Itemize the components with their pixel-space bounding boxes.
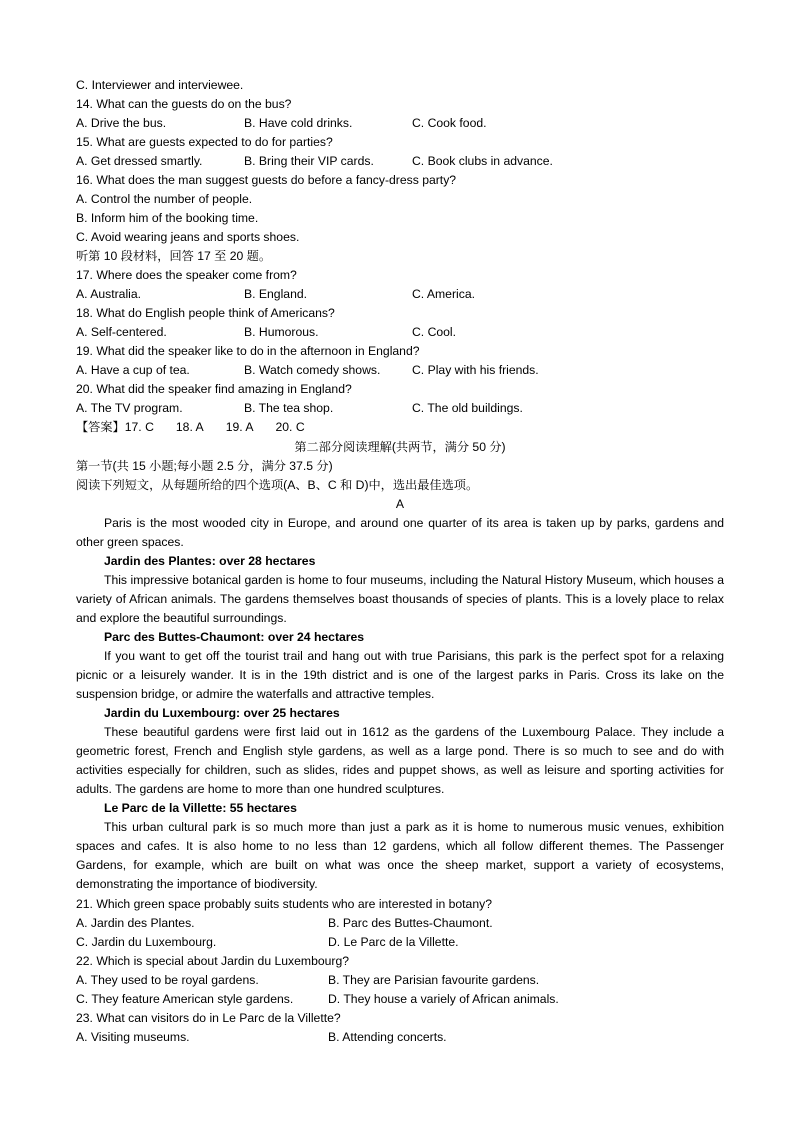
q22-option-a: A. They used to be royal gardens. <box>76 973 259 987</box>
garden-2-title: Parc des Buttes-Chaumont: over 24 hectares <box>104 630 365 644</box>
q18-options <box>76 323 724 342</box>
q16-stem: 16. What does the man suggest guests do before a fancy-dress party? <box>76 173 457 187</box>
q16-option-b: B. Inform him of the booking time. <box>76 211 259 225</box>
q17-option-c: C. America. <box>412 287 475 301</box>
garden-4-text: This urban cultural park is so much more than just a park as it is home to numerous music venues, exhibition spaces and cafes. It is also home to no less than 12 gardens, which all follow different themes. The Passenger Gardens, for example, which are built on what was once the sheep market, support a variety of ecosystems, demonstrating the importance of biodiversity. <box>76 820 724 891</box>
answer-key <box>76 418 327 437</box>
q16-option-a: A. Control the number of people. <box>76 192 253 206</box>
q15-options <box>76 152 724 171</box>
q21-option-b: B. Parc des Buttes-Chaumont. <box>328 916 493 930</box>
q15-stem: 15. What are guests expected to do for parties? <box>76 135 333 149</box>
q18-stem: 18. What do English people think of Americans? <box>76 306 335 320</box>
q23-option-a: A. Visiting museums. <box>76 1030 190 1044</box>
q21-option-a: A. Jardin des Plantes. <box>76 916 195 930</box>
answer-19: 19. A <box>225 420 254 434</box>
q23-stem: 23. What can visitors do in Le Parc de la Villette? <box>76 1011 341 1025</box>
q18-option-a: A. Self-centered. <box>76 325 167 339</box>
q21-options-row2 <box>76 933 724 952</box>
q20-options <box>76 399 724 418</box>
q20-option-a: A. The TV program. <box>76 401 183 415</box>
q22-option-c: C. They feature American style gardens. <box>76 992 294 1006</box>
q16-option-c: C. Avoid wearing jeans and sports shoes. <box>76 230 300 244</box>
garden-1-title: Jardin des Plantes: over 28 hectares <box>104 554 316 568</box>
material-10-instruction: 听第 10 段材料，回答 17 至 20 题。 <box>76 249 272 263</box>
garden-4-paragraph <box>76 818 724 894</box>
q15-option-a: A. Get dressed smartly. <box>76 154 203 168</box>
q20-stem: 20. What did the speaker find amazing in England? <box>76 382 352 396</box>
q19-option-c: C. Play with his friends. <box>412 363 539 377</box>
q18-option-b: B. Humorous. <box>244 325 319 339</box>
garden-3-paragraph <box>76 723 724 799</box>
garden-1-paragraph <box>76 571 724 628</box>
garden-2-paragraph <box>76 647 724 704</box>
q17-option-a: A. Australia. <box>76 287 142 301</box>
q17-stem: 17. Where does the speaker come from? <box>76 268 297 282</box>
passage-intro-text: Paris is the most wooded city in Europe, and around one quarter of its area is taken up by parks, gardens and other green spaces. <box>76 516 724 549</box>
garden-1-text: This impressive botanical garden is home to four museums, including the Natural History Museum, which houses a variety of African animals. The gardens themselves boast thousands of species of plants. This is a lovely place to relax and explore the beautiful surroundings. <box>76 573 724 625</box>
q14-options <box>76 114 724 133</box>
q21-options-row1 <box>76 914 724 933</box>
garden-3-title: Jardin du Luxembourg: over 25 hectares <box>104 706 340 720</box>
q22-option-b: B. They are Parisian favourite gardens. <box>328 973 540 987</box>
garden-2-text: If you want to get off the tourist trail and hang out with true Parisians, this park is the perfect spot for a relaxing picnic or a leisurely wander. It is in the 19th district and is one of the largest parks in Paris. Cross its lake on the suspension bridge, or admire the waterfalls and attractive temples. <box>76 649 724 701</box>
q21-option-c: C. Jardin du Luxembourg. <box>76 935 217 949</box>
part-two-title: 第二部分阅读理解(共两节，满分 50 分) <box>294 440 506 454</box>
q15-option-c: C. Book clubs in advance. <box>412 154 553 168</box>
q22-options-row1 <box>76 971 724 990</box>
answer-label: 【答案】 <box>76 420 125 434</box>
q17-option-b: B. England. <box>244 287 308 301</box>
passage-intro <box>76 514 724 552</box>
garden-4-title: Le Parc de la Villette: 55 hectares <box>104 801 297 815</box>
q22-option-d: D. They house a variely of African animals. <box>328 992 559 1006</box>
section-one-title: 第一节(共 15 小题;每小题 2.5 分，满分 37.5 分) <box>76 459 333 473</box>
q22-options-row2 <box>76 990 724 1009</box>
answer-18: 18. A <box>175 420 204 434</box>
q14-option-a: A. Drive the bus. <box>76 116 167 130</box>
garden-3-text: These beautiful gardens were first laid out in 1612 as the gardens of the Luxembourg Palace. They include a geometric forest, French and English style gardens, as well as a large pond. There is so much to see and do with activities especially for children, such as slides, rides and puppet shows, as well as leisure and sporting activities for adults. The gardens are home to more than one hundred sculptures. <box>76 725 724 796</box>
q14-option-b: B. Have cold drinks. <box>244 116 353 130</box>
q19-option-a: A. Have a cup of tea. <box>76 363 190 377</box>
q19-stem: 19. What did the speaker like to do in the afternoon in England? <box>76 344 420 358</box>
q20-option-c: C. The old buildings. <box>412 401 523 415</box>
q14-option-c: C. Cook food. <box>412 116 487 130</box>
q21-stem: 21. Which green space probably suits students who are interested in botany? <box>76 897 492 911</box>
q20-option-b: B. The tea shop. <box>244 401 334 415</box>
q23-options-row1 <box>76 1028 724 1047</box>
passage-letter: A <box>395 497 405 511</box>
q23-option-b: B. Attending concerts. <box>328 1030 447 1044</box>
q22-stem: 22. Which is special about Jardin du Luxembourg? <box>76 954 350 968</box>
q19-option-b: B. Watch comedy shows. <box>244 363 381 377</box>
answer-17: 17. C <box>124 420 154 434</box>
q19-options <box>76 361 724 380</box>
reading-instruction: 阅读下列短文，从每题所给的四个选项(A、B、C 和 D)中，选出最佳选项。 <box>76 478 479 492</box>
q14-stem: 14. What can the guests do on the bus? <box>76 97 292 111</box>
q15-option-b: B. Bring their VIP cards. <box>244 154 374 168</box>
answer-20: 20. C <box>275 420 305 434</box>
q17-options <box>76 285 724 304</box>
q21-option-d: D. Le Parc de la Villette. <box>328 935 459 949</box>
q13-option-c: C. Interviewer and interviewee. <box>76 78 244 92</box>
q18-option-c: C. Cool. <box>412 325 457 339</box>
